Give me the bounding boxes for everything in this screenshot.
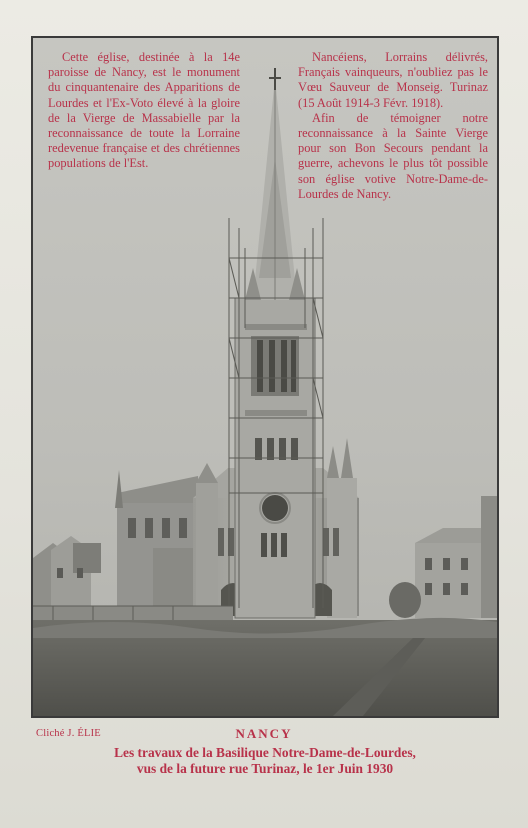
appeal-paragraph-1: Nancéiens, Lorrains délivrés, Français vainqueurs, n'oubliez pas le Vœu Sauveur de Monseig. Turinaz (15 Août 1914-3 Févr. 1918). <box>298 50 488 110</box>
city-title: NANCY <box>235 726 293 741</box>
church-nave <box>115 470 203 608</box>
caption-line-2: vus de la future rue Turinaz, le 1er Juin 1930 <box>136 761 394 776</box>
dedication-text-right <box>298 50 488 202</box>
caption-line-1: Les travaux de la Basilique Notre-Dame-de-Lourdes, <box>114 745 416 760</box>
photo-credit: Cliché J. ÉLIE <box>36 728 101 739</box>
appeal-paragraph-2: Afin de témoigner notre reconnaissance à la Sainte Vierge pour son Bon Secours pendant la guerre, achevons le plus tôt possible son église votive Notre-Dame-de-Lourdes de Nancy. <box>298 110 488 201</box>
dedication-text-left: Cette église, destinée à la 14e paroisse de Nancy, est le monument du cinquantenaire des Apparitions de Lourdes et l'Ex-Voto élevé à la gloire de la Vierge de Massabielle par la reconnaissance de toute la Lorraine redevenue française et des chrétiennes populations de l'Est. <box>48 50 240 171</box>
postcard-caption <box>40 745 490 777</box>
